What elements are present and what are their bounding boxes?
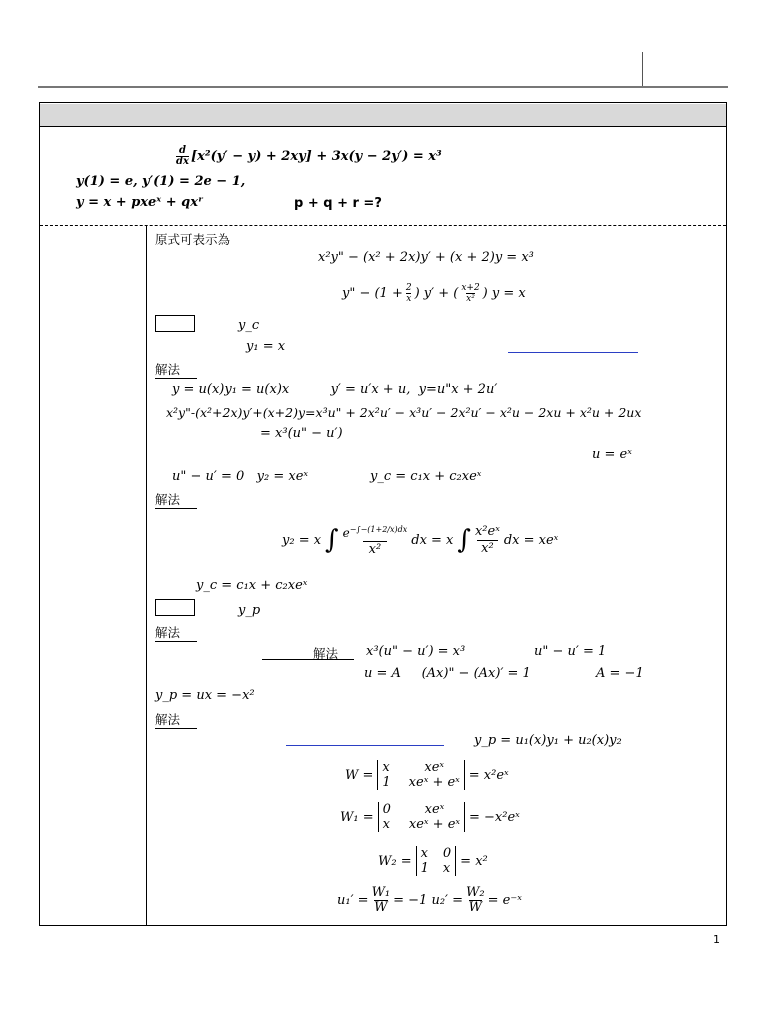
wronskian-W1: W₁ = 0 xeˣ x xeˣ + eˣ = −x²eˣ (340, 802, 520, 832)
eq-normalized: y" − (1 + $\frac{2}{x}$ ) y′ + ( x+2 x² ) y = x (342, 283, 526, 304)
blue-underline-1 (508, 352, 638, 353)
method-label-5: 解法 (155, 710, 197, 729)
question: p + q + r =? (294, 196, 382, 211)
method-label-2: 解法 (155, 490, 197, 509)
variation-form: y_p = u₁(x)y₁ + u₂(x)y₂ (474, 733, 622, 748)
undetermined-eq: x³(u" − u′) = x³ (366, 644, 466, 659)
yc-repeat: y_c = c₁x + c₂xeˣ (196, 578, 308, 593)
header-rule (38, 86, 728, 88)
undetermined-reduced: u" − u′ = 1 (534, 644, 607, 659)
solution-form: y = x + pxeˣ + qxʳ (76, 195, 204, 210)
method-label-3: 解法 (155, 623, 197, 642)
table-header-bar (40, 104, 726, 127)
blank-box-1 (155, 315, 195, 332)
problem-equation: d dx [x²(y′ − y) + 2xy] + 3x(y − 2y′) = x³ (176, 145, 442, 167)
problem-divider (40, 225, 726, 226)
solution-intro: 原式可表示為 (155, 232, 231, 247)
expansion-result: = x³(u" − u′) (260, 426, 343, 441)
header-tick (642, 52, 643, 86)
y1-value: y₁ = x (246, 339, 286, 354)
reduced-equation: u" − u′ = 0 y₂ = xeˣ (172, 469, 309, 484)
eq-standard: x²y" − (x² + 2x)y′ + (x + 2)y = x³ (318, 250, 534, 265)
blank-box-2 (155, 599, 195, 616)
expansion-line: x²y"-(x²+2x)y′+(x+2)y=x³u" + 2x²u′ − x³u′ − 2x²u′ − x²u − 2xu + x²u + 2ux (166, 405, 642, 420)
page-number: 1 (713, 933, 720, 946)
left-column-divider (146, 226, 147, 926)
undetermined-A: A = −1 (596, 666, 644, 681)
black-underline-1 (262, 659, 354, 660)
u-result: u = eˣ (592, 447, 632, 462)
yp-label: y_p (238, 603, 261, 618)
yc-label: y_c (238, 318, 260, 333)
initial-conditions: y(1) = e, y′(1) = 2e − 1, (76, 174, 246, 189)
wronskian-W: W = x xeˣ 1 xeˣ + eˣ = x²eˣ (345, 760, 509, 790)
wronskian-W2: W₂ = x 0 1 x = x² (378, 846, 488, 876)
blue-underline-2 (286, 745, 444, 746)
undetermined-try: u = A (Ax)" − (Ax)′ = 1 (364, 666, 531, 681)
u-primes: u₁′ = $\frac{\text{W₁}}{W}$ = −1 u₂′ = $\frac{\text{W₂}}{W}$ = e⁻ˣ (337, 885, 522, 915)
yc-general: y_c = c₁x + c₂xeˣ (370, 469, 482, 484)
method-label-1: 解法 (155, 360, 197, 379)
method-label-4: 解法 (313, 646, 339, 661)
yp-result: y_p = ux = −x² (155, 688, 255, 703)
substitution-line: y = u(x)y₁ = u(x)x y′ = u′x + u, y=u"x + 2u′ (172, 382, 498, 397)
y2-formula: y₂ = x ∫ $e^{-\int-(1+2/x)dx}$ x² dx = x ∫ x²eˣ x² dx = xeˣ (282, 523, 559, 557)
